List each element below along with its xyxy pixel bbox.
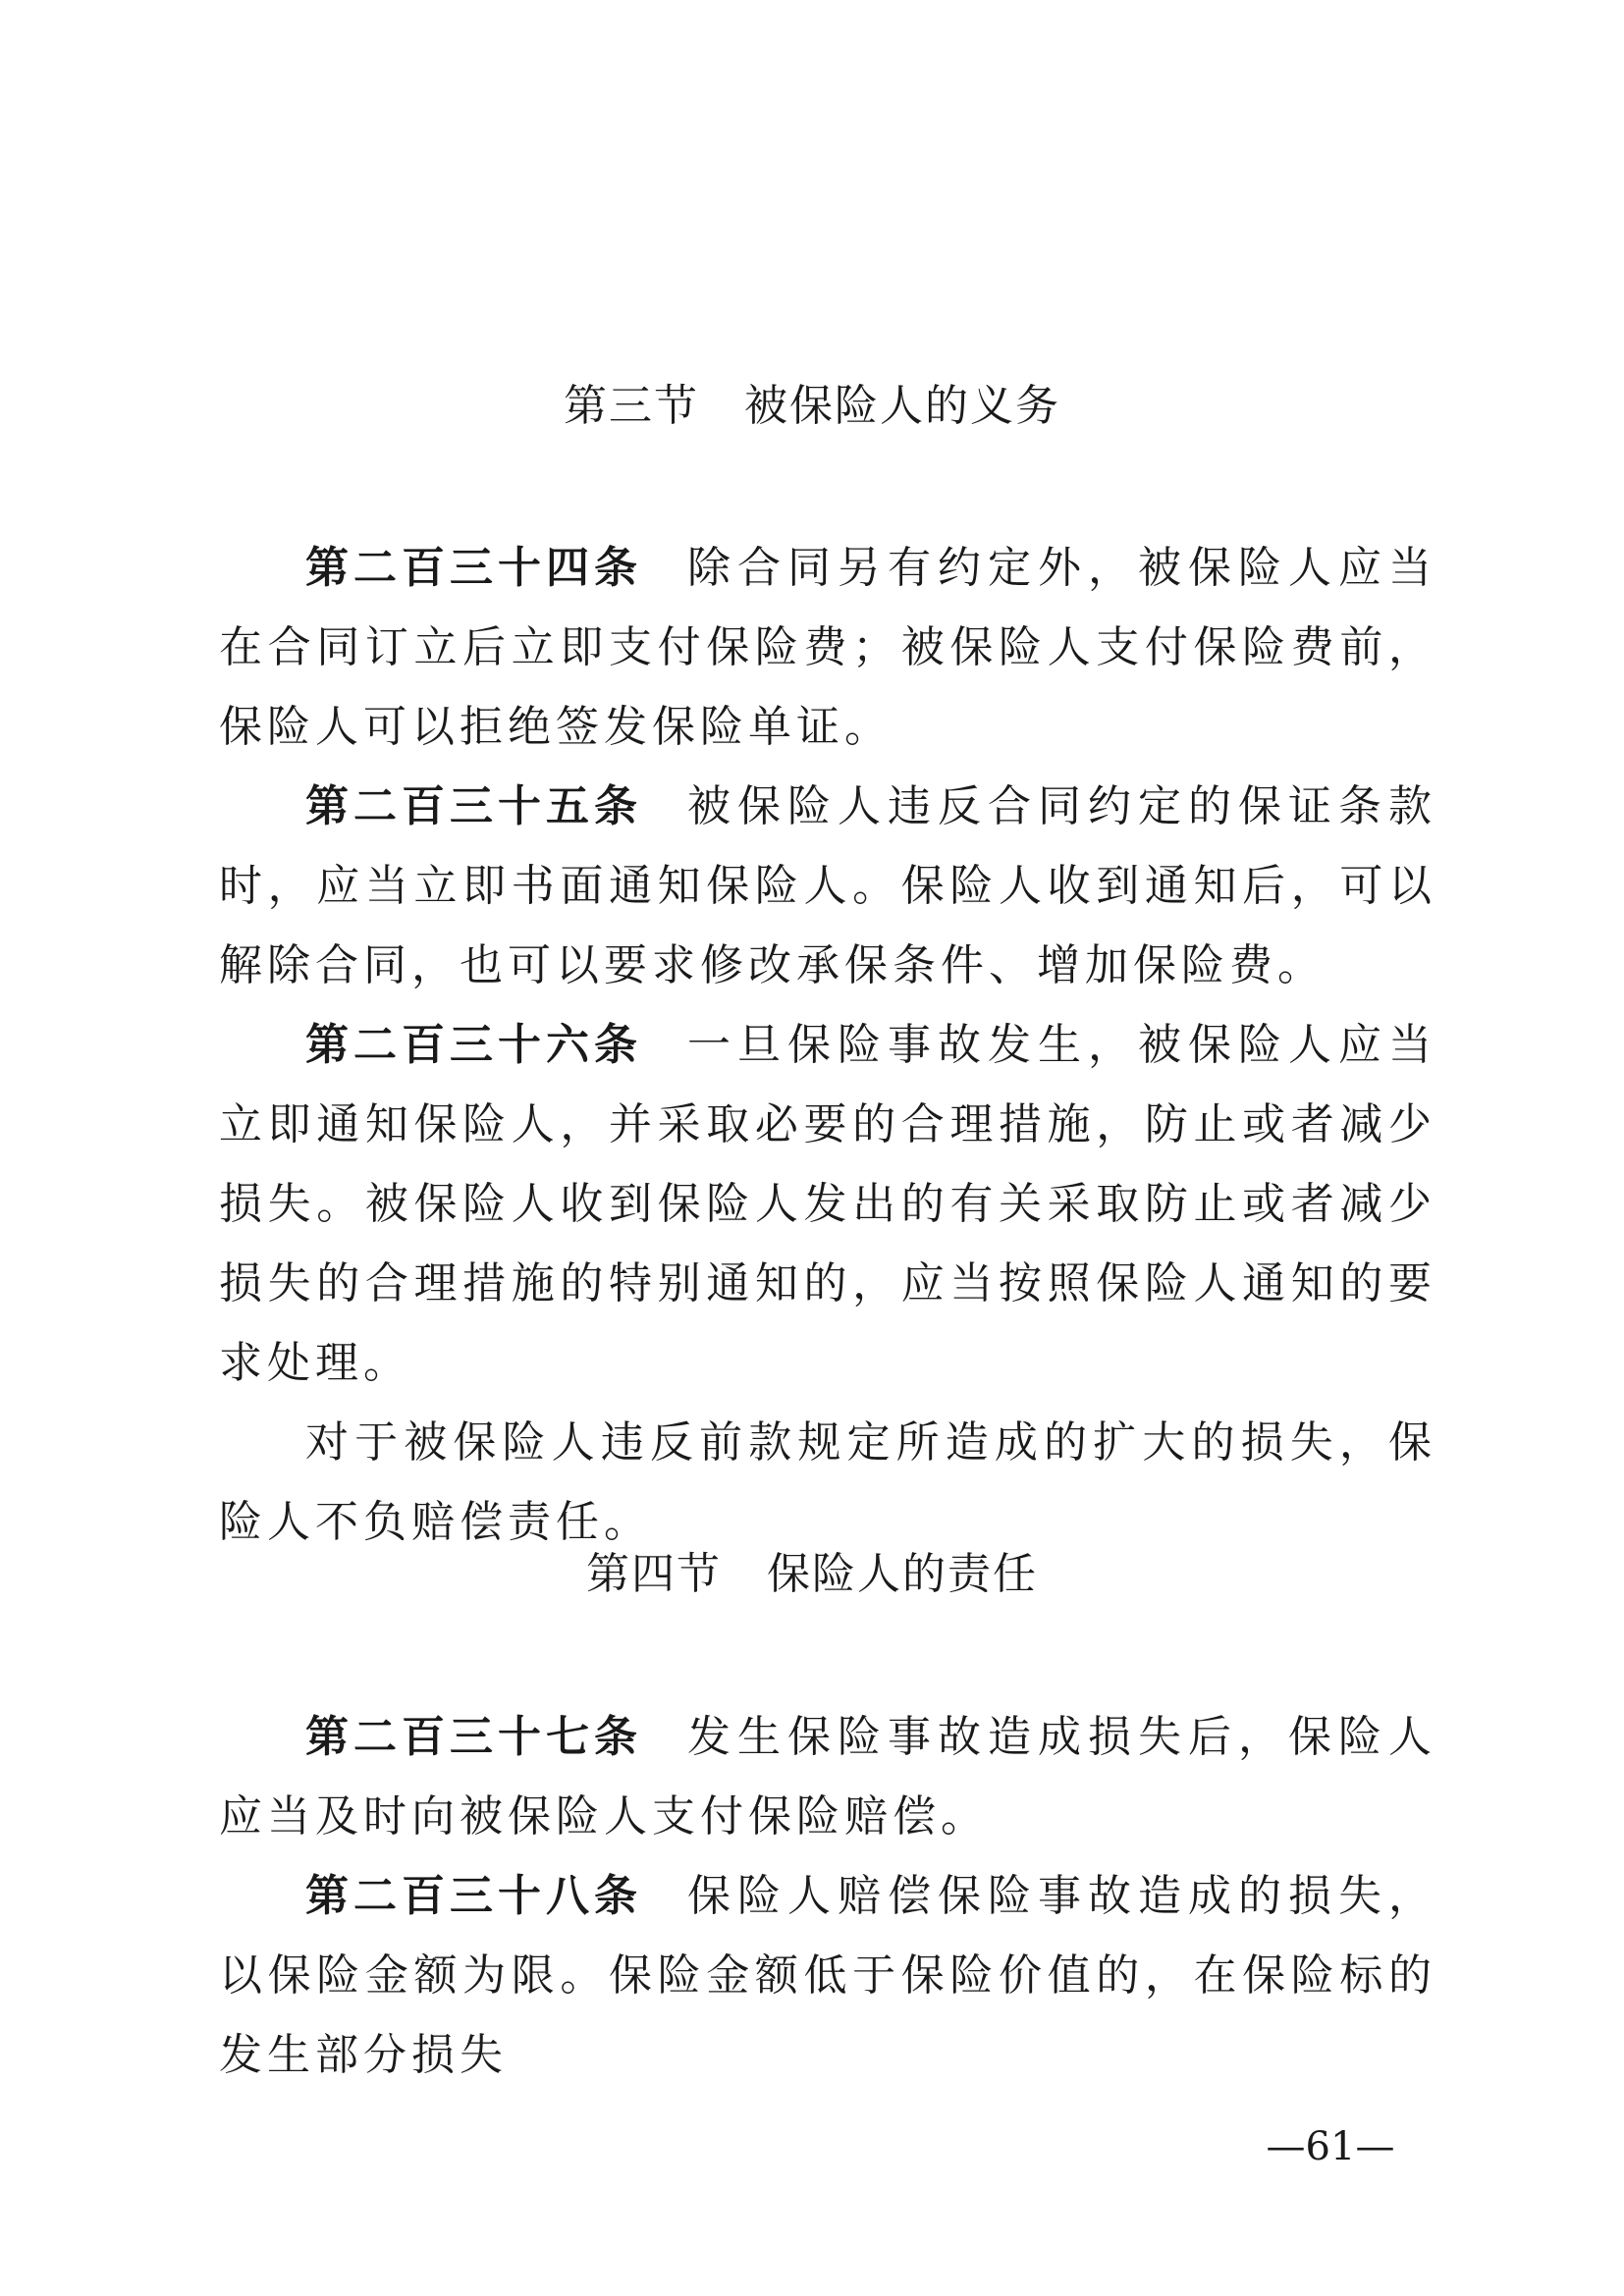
article-236-heading: 第二百三十六条 [305, 1020, 642, 1070]
section-4-body [219, 1697, 1436, 2095]
article-237-heading: 第二百三十七条 [305, 1712, 642, 1762]
page-number: —61— [1266, 2124, 1395, 2169]
article-234-heading: 第二百三十四条 [305, 543, 642, 593]
section-3-body [219, 528, 1436, 1562]
article-235-heading: 第二百三十五条 [305, 781, 642, 831]
article-235 [219, 767, 1436, 1005]
article-238-text: 保险人赔偿保险事故造成的损失，以保险金额为限。保险金额低于保险价值的，在保险标的发生部分损失 [219, 1871, 1436, 2080]
section-3-title: 第三节 被保险人的义务 [564, 381, 1060, 431]
article-237 [219, 1697, 1436, 1856]
article-236-paragraph-2: 对于被保险人违反前款规定所造成的扩大的损失，保险人不负赔偿责任。 [219, 1417, 1436, 1547]
article-235-text: 被保险人违反合同约定的保证条款时，应当立即书面通知保险人。保险人收到通知后，可以解除合同，也可以要求修改承保条件、增加保险费。 [219, 781, 1436, 990]
article-236-text: 一旦保险事故发生，被保险人应当立即通知保险人，并采取必要的合理措施，防止或者减少损失。被保险人收到保险人发出的有关采取防止或者减少损失的合理措施的特别通知的，应当按照保险人通知的要求处理。 [219, 1020, 1436, 1388]
article-234-text: 除合同另有约定外，被保险人应当在合同订立后立即支付保险费；被保险人支付保险费前，保险人可以拒绝签发保险单证。 [219, 543, 1436, 752]
article-238 [219, 1856, 1436, 2095]
article-236 [219, 1005, 1436, 1403]
article-237-text: 发生保险事故造成损失后，保险人应当及时向被保险人支付保险赔偿。 [219, 1712, 1436, 1842]
article-238-heading: 第二百三十八条 [305, 1871, 642, 1921]
section-4-title: 第四节 保险人的责任 [586, 1549, 1038, 1599]
article-234 [219, 528, 1436, 767]
